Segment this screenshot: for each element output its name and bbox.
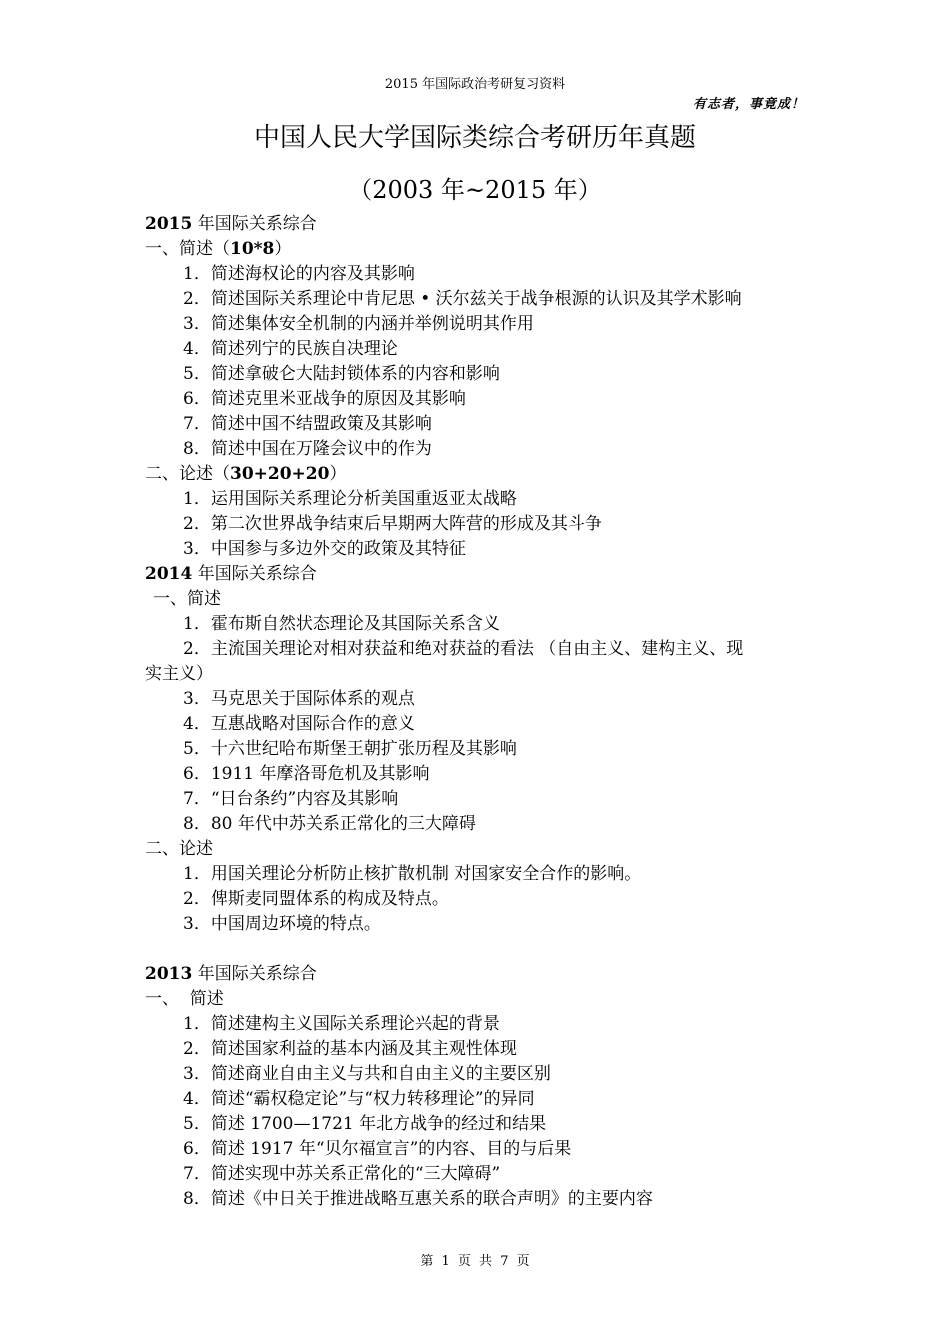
list-item: 8．简述《中日关于推进战略互惠关系的联合声明》的主要内容 (183, 1189, 653, 1209)
section-2013-short-answer: 一、 简述 (145, 989, 224, 1009)
list-item: 2．简述国家利益的基本内涵及其主观性体现 (183, 1039, 517, 1059)
list-item: 3．马克思关于国际体系的观点 (183, 689, 415, 709)
list-item: 5．十六世纪哈布斯堡王朝扩张历程及其影响 (183, 739, 517, 759)
section-2015-essay: 二、论述（30+20+20） (145, 464, 347, 484)
page-footer: 第 1 页 共 7 页 (420, 1254, 530, 1269)
list-item: 8．80 年代中苏关系正常化的三大障碍 (183, 814, 476, 834)
list-item: 7．简述中国不结盟政策及其影响 (183, 414, 432, 434)
list-item: 5．简述 1700—1721 年北方战争的经过和结果 (183, 1114, 547, 1134)
list-item: 6．1911 年摩洛哥危机及其影响 (183, 764, 430, 784)
list-item: 7．简述实现中苏关系正常化的“三大障碍” (183, 1164, 501, 1184)
section-2015-heading: 2015 年国际关系综合 (145, 214, 317, 234)
list-item: 3．中国参与多边外交的政策及其特征 (183, 539, 466, 559)
section-2014-short-answer: 一、简述 (153, 589, 221, 609)
list-item: 2．第二次世界战争结束后早期两大阵营的形成及其斗争 (183, 514, 602, 534)
list-item: 8．简述中国在万隆会议中的作为 (183, 439, 432, 459)
list-item: 7．“日台条约”内容及其影响 (183, 789, 399, 809)
list-item: 6．简述克里米亚战争的原因及其影响 (183, 389, 466, 409)
list-item: 1．霍布斯自然状态理论及其国际关系含义 (183, 614, 500, 634)
spacer (145, 937, 815, 962)
motto: 有志者，事竟成！ (692, 97, 805, 112)
list-item: 4．简述列宁的民族自决理论 (183, 339, 398, 359)
document-body (145, 212, 815, 1212)
list-item: 1．用国关理论分析防止核扩散机制 对国家安全合作的影响。 (183, 864, 642, 884)
list-item-continuation: 实主义） (145, 664, 213, 684)
list-item: 1．简述建构主义国际关系理论兴起的背景 (183, 1014, 500, 1034)
section-2015-short-answer: 一、简述（10*8） (145, 239, 292, 259)
section-2014-essay: 二、论述 (145, 839, 213, 859)
section-2013-heading: 2013 年国际关系综合 (145, 964, 317, 984)
list-item: 5．简述拿破仑大陆封锁体系的内容和影响 (183, 364, 500, 384)
list-item: 3．简述商业自由主义与共和自由主义的主要区别 (183, 1064, 551, 1084)
section-2014-heading: 2014 年国际关系综合 (145, 564, 317, 584)
document-subtitle: （2003 年~2015 年） (348, 176, 602, 204)
list-item: 3．中国周边环境的特点。 (183, 914, 381, 934)
list-item: 2．简述国际关系理论中肯尼思 • 沃尔兹关于战争根源的认识及其学术影响 (183, 289, 742, 309)
list-item: 4．互惠战略对国际合作的意义 (183, 714, 415, 734)
list-item: 1．简述海权论的内容及其影响 (183, 264, 415, 284)
list-item: 4．简述“霸权稳定论”与“权力转移理论”的异同 (183, 1089, 535, 1109)
document-title: 中国人民大学国际类综合考研历年真题 (253, 123, 696, 153)
list-item: 2．主流国关理论对相对获益和绝对获益的看法 （自由主义、建构主义、现 (183, 639, 744, 659)
list-item: 2．俾斯麦同盟体系的构成及特点。 (183, 889, 449, 909)
list-item: 3．简述集体安全机制的内涵并举例说明其作用 (183, 314, 534, 334)
page-header: 2015 年国际政治考研复习资料 (384, 77, 566, 92)
list-item: 6．简述 1917 年“贝尔福宣言”的内容、目的与后果 (183, 1139, 572, 1159)
list-item: 1．运用国际关系理论分析美国重返亚太战略 (183, 489, 517, 509)
